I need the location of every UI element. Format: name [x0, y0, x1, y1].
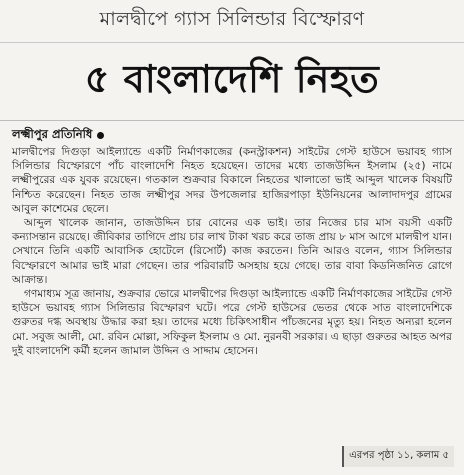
paragraph-3: গণমাধ্যম সূত্র জানায়, শুক্রবার ভোরে মালদ্বীপের দিগুড়া আইল্যান্ডে একটি নির্মাণকাজের সাইটের গেস্ট হাউসে ভয়াবহ গ্যাস সিলিন্ডার বিস্ফোরণ ঘটে। পরে গেস্ট হাউসের ভেতর থেকে সাত বাংলাদেশিকে গুরুতর দগ্ধ অবস্থায় উদ্ধার করা হয়। তাদের মধ্যে চিকিৎসাধীন পাঁচজনের মৃত্যু হয়। নিহত অন্যরা হলেন মো. সবুজ আলী, মো. রবিন মোল্লা, সফিকুল ইসলাম ও মো. নুরনবী সরকার। এ ছাড়া গুরুতর আহত অপর দুই বাংলাদেশি কর্মী হলেন জামাল উদ্দিন ও সাদ্দাম হোসেন।: [12, 288, 452, 357]
paragraph-2: আব্দুল খালেক জানান, তাজউদ্দিন চার বোনের এক ভাই। তার নিজের চার মাস বয়সী একটি কন্যাসন্তান রয়েছে। জীবিকার তাগিদে প্রায় চার লাখ টাকা খরচ করে তাজ প্রায় ৮ মাস আগে মালদ্বীপ যান। সেখানে তিনি একটি আবাসিক হোটেলে (রিসোর্ট) কাজ করতেন। তিনি আরও বলেন, গ্যাস সিলিন্ডার বিস্ফোরণে আমার ভাই মারা গেছেন। তার পরিবারটি অসহায় হয়ে গেছে। তার বাবা কিডনিজনিত রোগে আক্রান্ত।: [12, 217, 452, 286]
continuation-note: এরপর পৃষ্ঠা ১১, কলাম ৫: [342, 446, 454, 467]
byline-text: লক্ষ্মীপুর প্রতিনিধি: [12, 127, 93, 141]
bullet-icon: [97, 132, 104, 139]
kicker: মালদ্বীপে গ্যাস সিলিন্ডার বিস্ফোরণ: [99, 8, 365, 30]
paragraph-1: মালদ্বীপের দিগুড়া আইল্যান্ডে একটি নির্মাণকাজের (কনস্ট্রাকশন) সাইটের গেস্ট হাউসে ভয়াবহ গ্যাস সিলিন্ডার বিস্ফোরণে পাঁচ বাংলাদেশি নিহত হয়েছেন। তাদের মধ্যে তাজউদ্দিন ইসলাম (২৫) নামে লক্ষ্মীপুরের এক যুবক রয়েছেন। গতকাল শুক্রবার বিকালে নিহতের খালাতো ভাই আব্দুল খালেক বিষয়টি নিশ্চিত করেছেন। নিহত তাজ লক্ষ্মীপুর সদর উপজেলার হাজিরপাড়া ইউনিয়নের আলাদাদপুর গ্রামের আবুল কাশেমের ছেলে।: [12, 146, 452, 215]
article-body: [12, 145, 452, 358]
byline: [12, 126, 104, 145]
headline: ৫ বাংলাদেশি নিহত: [84, 57, 380, 101]
headline-band: [0, 44, 464, 121]
kicker-band: [0, 0, 464, 43]
